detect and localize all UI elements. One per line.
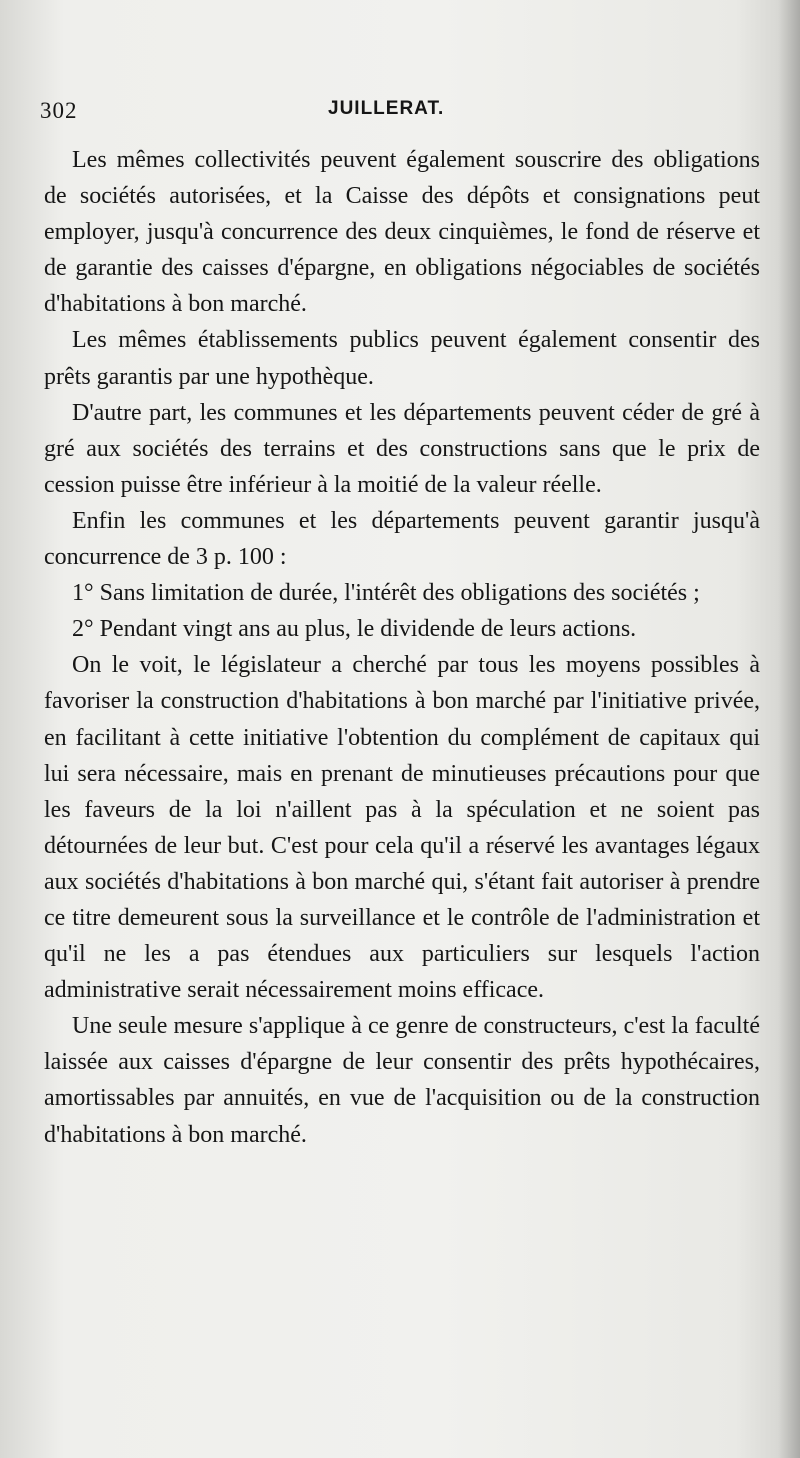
paragraph: Une seule mesure s'applique à ce genre de constructeurs, c'est la faculté laissée aux caisses d'épargne de leur consentir des prêts hypothécaires, amortissables par annuités, en vue de l'acquisition ou de la construction d'habitations à bon marché. <box>44 1013 760 1148</box>
running-head: JUILLERAT. <box>328 98 445 119</box>
paragraph: Les mêmes collectivités peuvent également souscrire des obligations de sociétés autorisées, et la Caisse des dépôts et consignations peut employer, jusqu'à concurrence des deux cinquièmes, le fond de réserve et de garantie des caisses d'épargne, en obligations négociables de sociétés d'habitations à bon marché. <box>44 147 760 318</box>
list-item: 2° Pendant vingt ans au plus, le dividende de leurs actions. <box>72 616 637 643</box>
paragraph: D'autre part, les communes et les départements peuvent céder de gré à gré aux sociétés des terrains et des constructions sans que le prix de cession puisse être inférieur à la moitié de la valeur réelle. <box>44 399 760 498</box>
page-number: 302 <box>40 98 78 123</box>
page-body <box>44 142 760 1153</box>
paragraph: Enfin les communes et les départements peuvent garantir jusqu'à concurrence de 3 p. 100 : <box>44 507 760 571</box>
paragraph: Les mêmes établissements publics peuvent également consentir des prêts garantis par une hypothèque. <box>44 327 760 390</box>
paragraph: On le voit, le législateur a cherché par tous les moyens possibles à favoriser la construction d'habitations à bon marché par l'initiative privée, en facilitant à cette initiative l'obtention du complément de capitaux qui lui sera nécessaire, mais en prenant de minutieuses précautions pour que les faveurs de la loi n'aillent pas à la spéculation et ne soient pas détournées de leur but. C'est pour cela qu'il a réservé les avantages légaux aux sociétés d'habitations à bon marché qui, s'étant fait autoriser à prendre ce titre demeurent sous la surveillance et le contrôle de l'administration et qu'il ne les a pas étendues aux particuliers sur lesquels l'action administrative serait nécessairement moins efficace. <box>44 652 760 1004</box>
page-header <box>40 98 750 134</box>
list-item: 1° Sans limitation de durée, l'intérêt des obligations des sociétés ; <box>72 580 700 607</box>
